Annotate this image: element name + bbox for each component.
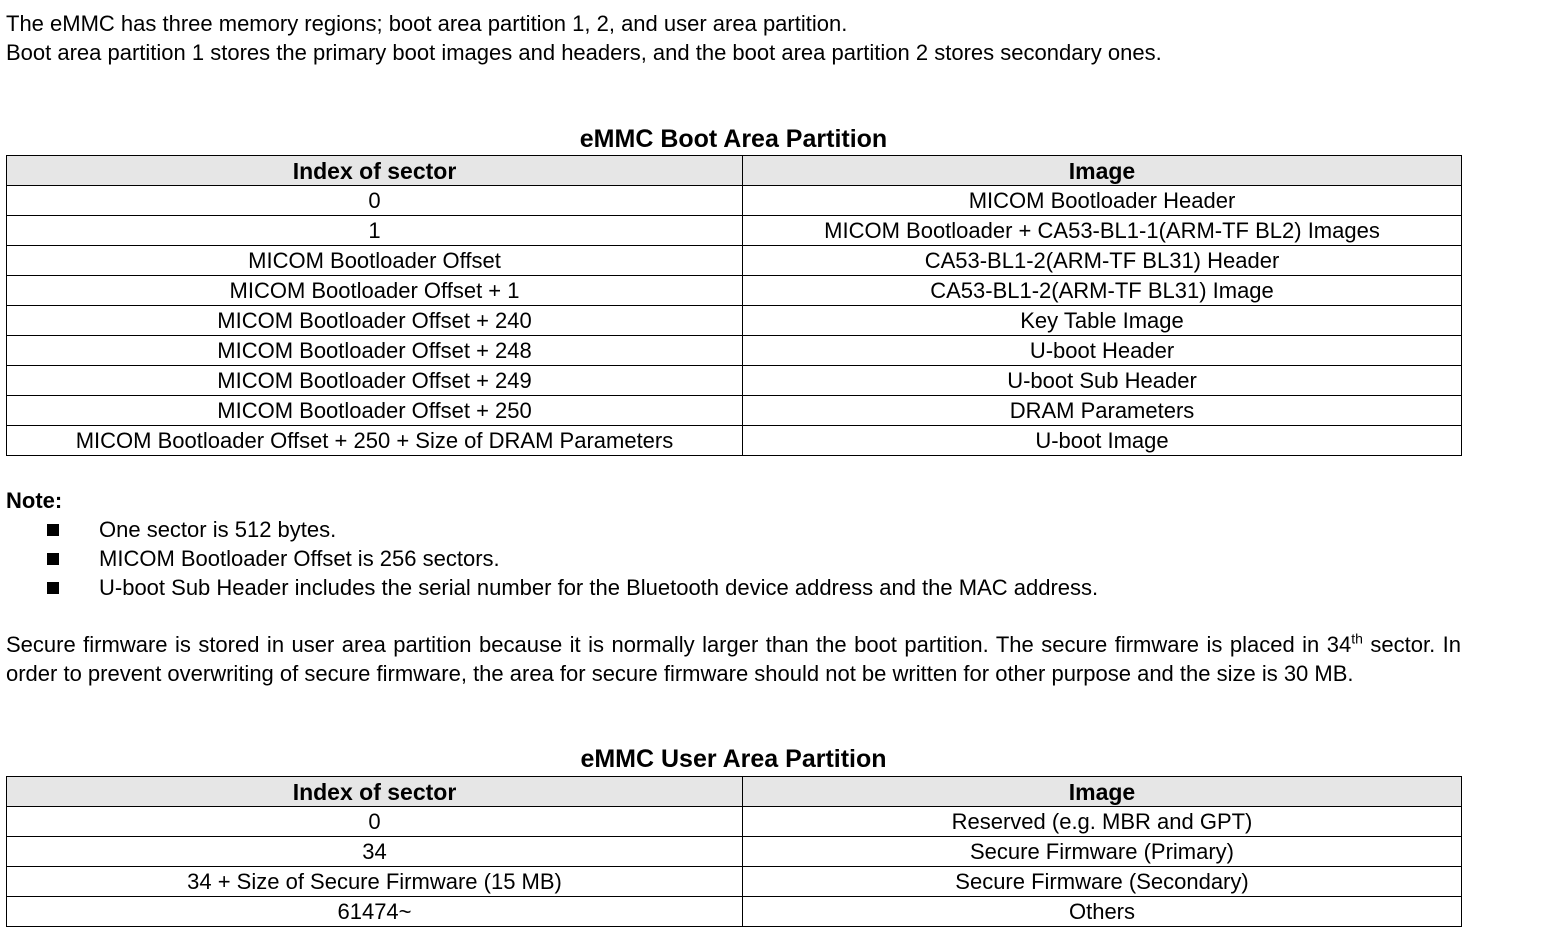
cell-index: MICOM Bootloader Offset + 240 <box>7 306 743 336</box>
secure-text-part-1: Secure firmware is stored in user area partition because it is normally larger than the boot partition. The secure firmware is placed in 34 <box>6 632 1352 657</box>
cell-index: MICOM Bootloader Offset + 248 <box>7 336 743 366</box>
table-row <box>7 867 1462 897</box>
table-row <box>7 807 1462 837</box>
cell-image: CA53-BL1-2(ARM-TF BL31) Image <box>743 276 1462 306</box>
cell-image: CA53-BL1-2(ARM-TF BL31) Header <box>743 246 1462 276</box>
table-row <box>7 276 1462 306</box>
table-row <box>7 216 1462 246</box>
table-row <box>7 246 1462 276</box>
cell-image: Others <box>743 897 1462 927</box>
table-header-row <box>7 777 1462 807</box>
column-header-index: Index of sector <box>7 777 743 807</box>
table-header-row <box>7 156 1462 186</box>
table-row <box>7 306 1462 336</box>
cell-index: 34 + Size of Secure Firmware (15 MB) <box>7 867 743 897</box>
table-row <box>7 426 1462 456</box>
cell-image: Reserved (e.g. MBR and GPT) <box>743 807 1462 837</box>
cell-image: Secure Firmware (Primary) <box>743 837 1462 867</box>
cell-index: 61474~ <box>7 897 743 927</box>
square-bullet-icon <box>47 582 59 594</box>
cell-image: U-boot Sub Header <box>743 366 1462 396</box>
user-table-title: eMMC User Area Partition <box>580 745 887 773</box>
table-row <box>7 336 1462 366</box>
cell-image: MICOM Bootloader Header <box>743 186 1462 216</box>
table-row <box>7 897 1462 927</box>
column-header-image: Image <box>743 156 1462 186</box>
cell-image: DRAM Parameters <box>743 396 1462 426</box>
square-bullet-icon <box>47 553 59 565</box>
cell-index: 0 <box>7 186 743 216</box>
secure-firmware-paragraph <box>6 630 1461 688</box>
cell-image: U-boot Image <box>743 426 1462 456</box>
table-row <box>7 837 1462 867</box>
list-item <box>6 573 1098 602</box>
cell-index: 1 <box>7 216 743 246</box>
column-header-index: Index of sector <box>7 156 743 186</box>
cell-index: MICOM Bootloader Offset + 250 + Size of DRAM Parameters <box>7 426 743 456</box>
cell-image: Secure Firmware (Secondary) <box>743 867 1462 897</box>
cell-index: MICOM Bootloader Offset + 1 <box>7 276 743 306</box>
intro-line-2: Boot area partition 1 stores the primary boot images and headers, and the boot area partition 2 stores secondary ones. <box>6 40 1162 65</box>
boot-area-table <box>6 155 1462 456</box>
intro-text <box>6 9 1506 67</box>
cell-image: U-boot Header <box>743 336 1462 366</box>
boot-table-title: eMMC Boot Area Partition <box>579 125 888 153</box>
cell-index: 0 <box>7 807 743 837</box>
list-item <box>6 544 1098 573</box>
note-title: Note: <box>6 488 63 513</box>
cell-image: Key Table Image <box>743 306 1462 336</box>
note-text: MICOM Bootloader Offset is 256 sectors. <box>99 546 500 571</box>
list-item <box>6 515 1098 544</box>
secure-text-part-2: sector. In order to prevent overwriting of secure firmware, the area for secure firmware should not be written for other purpose and the size is 30 MB. <box>6 632 1461 686</box>
note-text: One sector is 512 bytes. <box>99 517 337 542</box>
cell-image: MICOM Bootloader + CA53-BL1-1(ARM-TF BL2) Images <box>743 216 1462 246</box>
cell-index: 34 <box>7 837 743 867</box>
cell-index: MICOM Bootloader Offset + 249 <box>7 366 743 396</box>
note-list <box>6 515 1098 602</box>
table-row <box>7 186 1462 216</box>
column-header-image: Image <box>743 777 1462 807</box>
cell-index: MICOM Bootloader Offset + 250 <box>7 396 743 426</box>
cell-index: MICOM Bootloader Offset <box>7 246 743 276</box>
intro-line-1: The eMMC has three memory regions; boot area partition 1, 2, and user area partition. <box>6 11 848 36</box>
user-area-table <box>6 776 1462 927</box>
table-row <box>7 366 1462 396</box>
ordinal-superscript: th <box>1351 630 1363 647</box>
note-text: U-boot Sub Header includes the serial number for the Bluetooth device address and the MAC address. <box>99 575 1099 600</box>
square-bullet-icon <box>47 524 59 536</box>
table-row <box>7 396 1462 426</box>
